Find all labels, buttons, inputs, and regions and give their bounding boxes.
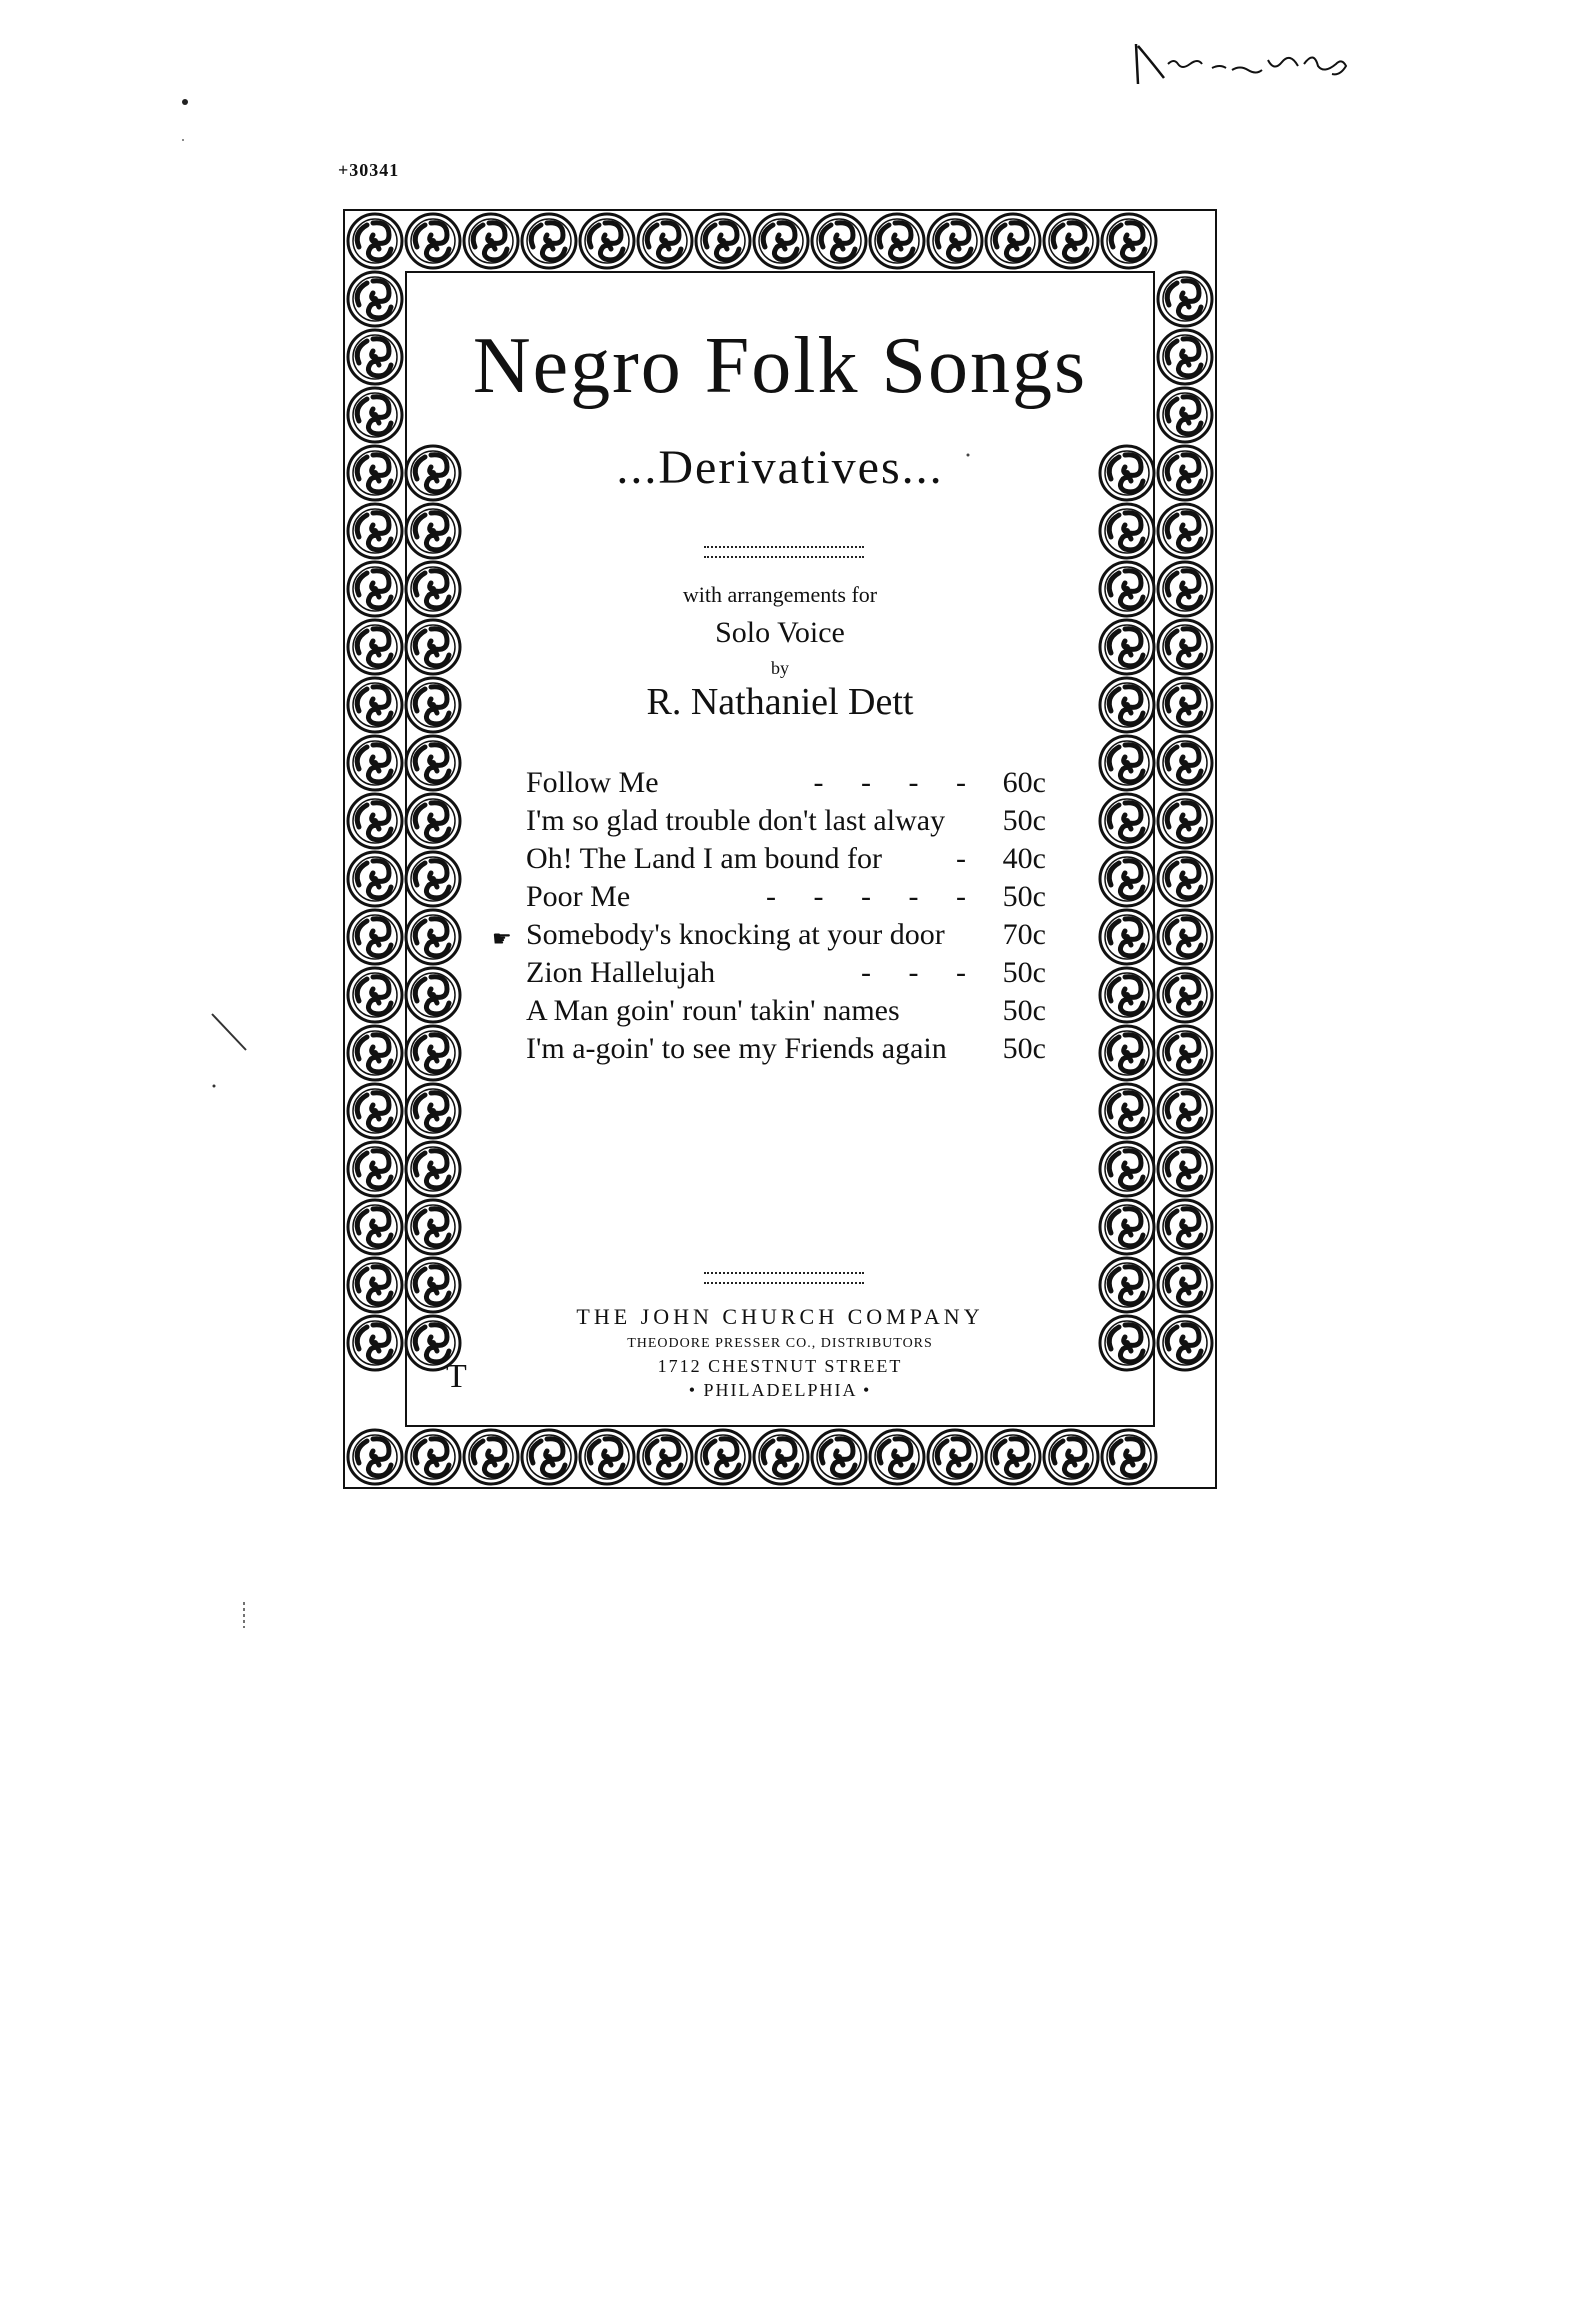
scroll-ornament — [348, 620, 402, 674]
scroll-ornament — [348, 852, 402, 906]
handwritten-signature — [1128, 34, 1378, 94]
list-item — [526, 764, 1046, 802]
scroll-ornament — [348, 214, 402, 268]
scroll-ornament — [1044, 1430, 1098, 1484]
scroll-ornament — [348, 272, 402, 326]
song-list — [492, 764, 1046, 1068]
scroll-ornament — [928, 214, 982, 268]
subtitle: ...Derivatives... — [616, 441, 944, 494]
dotted-rule — [704, 1282, 864, 1284]
song-price: 60c — [1002, 766, 1046, 799]
dotted-rule — [704, 546, 864, 548]
scroll-ornament — [464, 1430, 518, 1484]
leader-dashes: - — [956, 842, 966, 875]
scroll-ornament — [348, 736, 402, 790]
scroll-ornament — [1158, 678, 1212, 732]
song-title: Poor Me — [526, 880, 631, 913]
publisher-name: THE JOHN CHURCH COMPANY — [576, 1304, 984, 1329]
scroll-ornament — [1158, 620, 1212, 674]
song-price: 70c — [1002, 918, 1046, 951]
list-item — [526, 992, 1046, 1030]
leader-dashes: - - - - - — [766, 880, 966, 913]
scroll-ornament — [1158, 794, 1212, 848]
scroll-ornament — [1158, 272, 1212, 326]
scroll-ornament — [870, 214, 924, 268]
scroll-ornament — [348, 1084, 402, 1138]
scroll-ornament — [1158, 910, 1212, 964]
scroll-ornament — [1158, 852, 1212, 906]
scroll-ornament — [348, 1430, 402, 1484]
list-item — [526, 954, 1046, 992]
scroll-ornament — [348, 1026, 402, 1080]
title-panel — [414, 280, 1146, 1418]
scroll-ornament — [522, 214, 576, 268]
scroll-ornament — [348, 1200, 402, 1254]
dotted-rule — [704, 556, 864, 558]
distributors-line: THEODORE PRESSER CO., DISTRIBUTORS — [627, 1336, 933, 1351]
song-title: I'm a-goin' to see my Friends again — [526, 1032, 947, 1065]
scroll-ornament — [1158, 446, 1212, 500]
scroll-ornament — [986, 1430, 1040, 1484]
scroll-ornament — [812, 1430, 866, 1484]
scroll-ornament — [638, 1430, 692, 1484]
list-item — [526, 802, 1046, 840]
scroll-ornament — [754, 214, 808, 268]
scroll-ornament — [870, 1430, 924, 1484]
scroll-ornament — [348, 1258, 402, 1312]
by-label: by — [771, 658, 789, 678]
voice-type: Solo Voice — [715, 616, 845, 649]
page-title: Negro Folk Songs — [472, 322, 1088, 410]
scroll-ornament — [1158, 330, 1212, 384]
song-title: I'm so glad trouble don't last alway — [526, 804, 946, 837]
list-item — [492, 916, 1046, 954]
scroll-ornament — [348, 446, 402, 500]
corner-mark: T — [446, 1358, 467, 1395]
composer-name: R. Nathaniel Dett — [646, 681, 914, 723]
list-item — [526, 878, 1046, 916]
song-price: 40c — [1002, 842, 1046, 875]
scroll-ornament — [696, 214, 750, 268]
leader-dashes: - - - — [861, 956, 966, 989]
scroll-ornament — [348, 330, 402, 384]
scroll-ornament — [1158, 1142, 1212, 1196]
pointing-hand-icon: ☛ — [492, 926, 512, 951]
scroll-ornament — [1158, 1084, 1212, 1138]
arrangement-note: with arrangements for — [682, 582, 878, 607]
scroll-ornament — [1044, 214, 1098, 268]
list-item — [526, 1030, 1046, 1068]
scroll-ornament — [348, 504, 402, 558]
scroll-ornament — [696, 1430, 750, 1484]
publisher-street: 1712 CHESTNUT STREET — [657, 1356, 903, 1376]
scroll-ornament — [986, 214, 1040, 268]
song-price: 50c — [1002, 994, 1046, 1027]
scroll-ornament — [1158, 388, 1212, 442]
scroll-ornament — [1158, 736, 1212, 790]
song-price: 50c — [1002, 956, 1046, 989]
song-title: Oh! The Land I am bound for — [526, 842, 883, 875]
scroll-ornament — [1158, 562, 1212, 616]
publisher-city: • PHILADELPHIA • — [688, 1380, 872, 1400]
song-title: A Man goin' roun' takin' names — [526, 994, 900, 1027]
dotted-rule — [704, 1272, 864, 1274]
catalog-number: +30341 — [338, 160, 400, 180]
scroll-ornament — [348, 388, 402, 442]
scroll-ornament — [464, 214, 518, 268]
scroll-ornament — [1102, 214, 1156, 268]
scroll-ornament — [1158, 968, 1212, 1022]
scroll-ornament — [348, 968, 402, 1022]
song-price: 50c — [1002, 1032, 1046, 1065]
song-title: Somebody's knocking at your door — [526, 918, 945, 951]
song-title: Follow Me — [526, 766, 659, 799]
scroll-ornament — [406, 214, 460, 268]
scroll-ornament — [348, 794, 402, 848]
scroll-ornament — [522, 1430, 576, 1484]
scroll-ornament — [1102, 1430, 1156, 1484]
scroll-ornament — [580, 1430, 634, 1484]
scroll-ornament — [580, 214, 634, 268]
scroll-ornament — [348, 562, 402, 616]
list-item — [526, 840, 1046, 878]
scroll-ornament — [754, 1430, 808, 1484]
scroll-ornament — [348, 678, 402, 732]
scroll-ornament — [638, 214, 692, 268]
scroll-ornament — [348, 1142, 402, 1196]
song-price: 50c — [1002, 880, 1046, 913]
scroll-ornament — [1158, 1200, 1212, 1254]
song-title: Zion Hallelujah — [526, 956, 716, 989]
scroll-ornament — [406, 1430, 460, 1484]
scroll-ornament — [348, 910, 402, 964]
scroll-ornament — [928, 1430, 982, 1484]
scroll-ornament — [1158, 1026, 1212, 1080]
leader-dashes: - - - - — [813, 766, 966, 799]
scroll-ornament — [1158, 1316, 1212, 1370]
scroll-ornament — [812, 214, 866, 268]
scroll-ornament — [348, 1316, 402, 1370]
scroll-ornament — [1158, 1258, 1212, 1312]
cover-frame — [340, 206, 1220, 1492]
scroll-ornament — [1158, 504, 1212, 558]
song-price: 50c — [1002, 804, 1046, 837]
